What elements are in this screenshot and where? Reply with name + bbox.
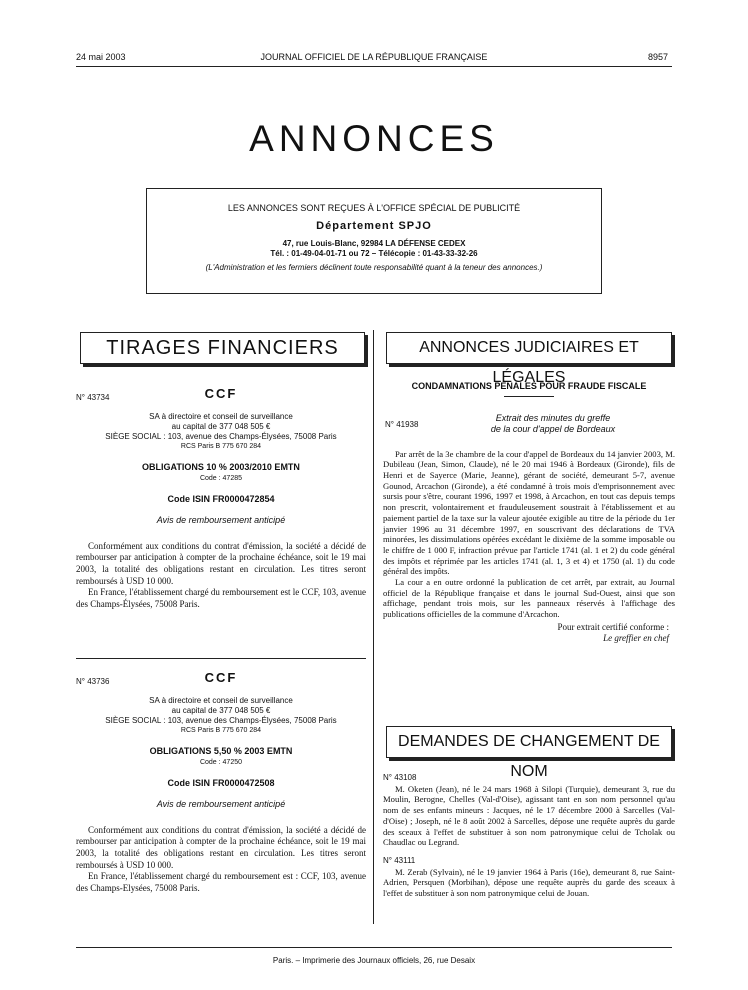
notice-number: N° 43734 [76,393,110,402]
subsection-title: CONDAMNATIONS PÉNALES POUR FRAUDE FISCALE [411,381,647,391]
judgment-paragraph: La cour a en outre ordonné la publication de cet arrêt, par extrait, au Journal officiel de la République française et dans le journal Sud-Ouest, ainsi que son affichage, pendant trois mois, sur les panneaux réservés à l'affichage des publications officielles de la commune d'Arcachon. [383,577,675,620]
name-change-notices [383,773,675,899]
info-line: LES ANNONCES SONT REÇUES À L'OFFICE SPÉCIAL DE PUBLICITÉ [227,203,521,213]
company-line: SA à directoire et conseil de surveillance [149,412,293,421]
page-title: ANNONCES [249,118,499,159]
company-name: CCF [204,670,238,685]
column-divider [373,330,374,924]
notice-paragraph: En France, l'établissement chargé du remboursement est : CCF, 103, avenue des Champs-Elysées, 75008 Paris. [76,871,366,893]
name-change-text: M. Oketen (Jean), né le 24 mars 1968 à Silopi (Turquie), demeurant 3, rue du Moulin, Berogne, Chelles (Val-d'Oise), agissant tant en son nom personnel qu'au nom de ses enfants mineurs : Jacques, né le 17 décembre 2000 à Sarcelles (Val-d'Oise) ; Joseph, né le 8 août 2002 à Sarcelles, dépose une requête auprès du garde des sceaux à l'effet de substituer à son nom patronymique celui de Tcholak ou Chaudlac ou Legrand. [383,783,675,848]
header-journal: JOURNAL OFFICIEL DE LA RÉPUBLIQUE FRANÇAISE [260,52,488,62]
company-line: RCS Paris B 775 670 284 [180,443,262,450]
notice-paragraph: En France, l'établissement chargé du remboursement est le CCF, 103, avenue des Champs-Élysées, 75008 Paris. [76,587,366,609]
company-line: au capital de 377 048 505 € [171,422,271,431]
name-change-text: M. Zerab (Sylvain), né le 19 janvier 1964 à Paris (16e), demeurant 8, rue Saint-Adrien, Persquen (Morbihan), dépose une requête auprès du garde des sceaux à l'effet de substituer à son nom patronymique celui de Jouan. [383,866,675,899]
notice-43734 [76,388,366,610]
notice-number: N° 43111 [383,855,416,865]
judgment-paragraph: Par arrêt de la 3e chambre de la cour d'appel de Bordeaux du 14 janvier 2003, M. Dubileau (Jean, Simon, Claude), né le 20 mai 1946 à Bordeaux (Gironde), fils de Henri et de Sayerce (Marie, Jeanne), gérant de société, demeurant 5-7, avenue Gounod, Arcachon (Gironde), a été condamné à trois mois d'emprisonnement avec sursis pour s'être, courant 1996, 1997 et 1998, à Arcachon, en tout cas depuis temps non prescrit, volontairement et frauduleusement soustrait à l'établissement et au paiement partiel de la taxe sur la valeur ajoutée exigible au titre de la période du 1er janvier 1996 au 31 décembre 1997, en souscrivant des déclarations de TVA minorées, les dissimulations opérées excédant le dixième de la somme imposable ou le chiffre de 1 000 F, infraction prévue par l'article 1741 (al. 1 et 2) du code général des impôts et réprimée par les articles 1741 (al. 1, 3 et 4) et 1750 (al. 1) du code général des impôts. [383,448,675,577]
isin-code: Code ISIN FR0000472508 [167,777,275,788]
notice-subtitle: Avis de remboursement anticipé [156,515,286,526]
bond-title: OBLIGATIONS 10 % 2003/2010 EMTN [142,462,300,472]
bond-title: OBLIGATIONS 5,50 % 2003 EMTN [149,746,293,756]
info-disclaimer: (L'Administration et les fermiers déclinent toute responsabilité quant à la teneur des annonces.) [205,263,543,272]
section-tirages-financiers: TIRAGES FINANCIERS [80,332,365,364]
notice-paragraph: Conformément aux conditions du contrat d'émission, la société a décidé de rembourser par anticipation à compter de la prochaine échéance, soit le 19 mai 2003, la totalité des obligations restant en circulation. Les titres seront remboursés à USD 10 000. [76,824,366,870]
header-rule [76,66,672,67]
notice-heading: Extrait des minutes du greffe [495,412,611,423]
company-line: RCS Paris B 775 670 284 [180,727,262,734]
isin-code: Code ISIN FR0000472854 [167,493,275,504]
notice-subtitle: Avis de remboursement anticipé [156,799,286,810]
bond-code: Code : 47285 [199,474,243,482]
notice-number: N° 43108 [383,773,417,782]
company-line: SA à directoire et conseil de surveillance [149,696,293,705]
subsection-rule [504,396,554,397]
company-line: au capital de 377 048 505 € [171,706,271,715]
notice-number: N° 41938 [385,419,419,429]
bond-code: Code : 47250 [199,758,243,766]
info-address: 47, rue Louis-Blanc, 92984 LA DÉFENSE CEDEX [282,239,466,248]
footer-imprint: Paris. – Imprimerie des Journaux officiels, 26, rue Desaix [272,956,476,965]
company-line: SIÈGE SOCIAL : 103, avenue des Champs-Élysées, 75008 Paris [105,432,337,441]
notice-heading: de la cour d'appel de Bordeaux [490,423,616,434]
section-changement-de-nom: DEMANDES DE CHANGEMENT DE NOM [386,726,672,758]
certification-line: Pour extrait certifié conforme : [557,621,669,632]
notice-separator [76,658,366,659]
footer-rule [76,947,672,948]
notice-paragraph: Conformément aux conditions du contrat d'émission, la société a décidé de rembourser par anticipation à compter de la prochaine échéance, soit le 19 mai 2003, la totalité des obligations restant en circulation. Les titres seront remboursés à USD 10 000. [76,540,366,586]
right-column-content [383,381,675,644]
header-date: 24 mai 2003 [76,52,126,62]
notice-43736 [76,672,366,894]
section-annonces-judiciaires: ANNONCES JUDICIAIRES ET LÉGALES [386,332,672,364]
info-department: Département SPJO [316,220,432,232]
company-line: SIÈGE SOCIAL : 103, avenue des Champs-Élysées, 75008 Paris [105,716,337,725]
info-box [146,188,602,294]
header-page-number: 8957 [648,52,669,62]
certification-signatory: Le greffier en chef [603,632,669,643]
info-phone: Tél. : 01-49-04-01-71 ou 72 – Télécopie : 01-43-33-32-26 [270,249,478,258]
company-name: CCF [204,386,238,401]
notice-number: N° 43736 [76,677,110,686]
